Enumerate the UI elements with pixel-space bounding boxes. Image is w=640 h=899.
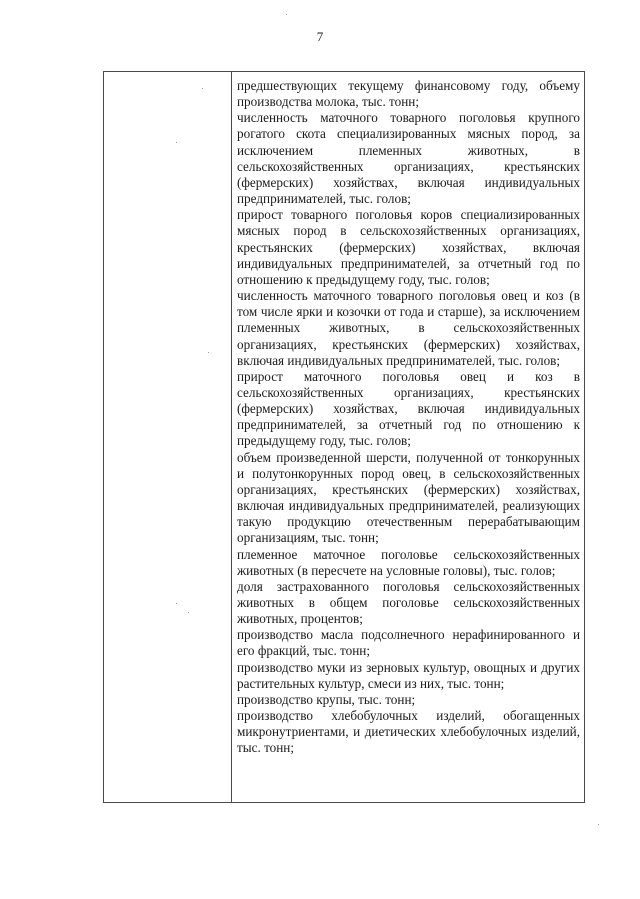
list-item: прирост маточного поголовья овец и коз в сельскохозяйственных организациях, крестьянских (фермерских) хозяйствах, включая индивидуальных предпринимателей, за отчетный год по отношению к предыдущему году, тыс. голов; — [237, 368, 580, 449]
list-item: предшествующих текущему финансовому году, объему производства молока, тыс. тонн; — [237, 78, 580, 110]
right-cell — [237, 78, 580, 757]
column-divider — [231, 72, 232, 802]
list-item: производство муки из зерновых культур, овощных и других растительных культур, смеси из них, тыс. тонн; — [237, 659, 580, 691]
scan-speck — [598, 824, 599, 825]
list-item: численность маточного товарного поголовья овец и коз (в том числе ярки и козочки от года и старше), за исключением племенных животных, в сельскохозяйственных организациях, крестьянских (фермерских) хозяйствах, включая индивидуальных предпринимателей, тыс. голов; — [237, 288, 580, 368]
list-item: численность маточного товарного поголовья крупного рогатого скота специализированных мясных пород, за исключением племенных животных, в сельскохозяйственных организациях, крестьянских (фермерских) хозяйствах, включая индивидуальных предпринимателей, тыс. голов; — [237, 110, 580, 207]
document-table — [103, 71, 585, 803]
left-cell — [104, 72, 231, 802]
scan-speck — [208, 352, 209, 353]
list-item: племенное маточное поголовье сельскохозяйственных животных (в пересчете на условные головы), тыс. голов; — [237, 546, 580, 578]
list-item: производство крупы, тыс. тонн; — [237, 691, 416, 707]
scan-speck — [188, 612, 189, 613]
scan-speck — [176, 142, 177, 143]
list-item: прирост товарного поголовья коров специализированных мясных пород в сельскохозяйственных организациях, крестьянских (фермерских) хозяйствах, включая индивидуальных предпринимателей, за отчетный год по отношению к предыдущему году, тыс. голов; — [237, 207, 580, 287]
list-item: доля застрахованного поголовья сельскохозяйственных животных в общем поголовье сельскохозяйственных животных, процентов; — [237, 578, 580, 627]
scan-speck — [202, 88, 203, 89]
scan-speck — [286, 14, 287, 15]
scan-speck — [176, 603, 177, 604]
list-item: объем произведенной шерсти, полученной от тонкорунных и полутонкорунных пород овец, в сельскохозяйственных организациях, крестьянских (фермерских) хозяйствах, включая индивидуальных предпринимателей, реализующих такую продукцию отечественным перерабатывающим организациям, тыс. тонн; — [237, 449, 580, 546]
list-item: производство масла подсолнечного нерафинированного и его фракций, тыс. тонн; — [237, 627, 580, 659]
page-number: 7 — [316, 29, 324, 44]
list-item: производство хлебобулочных изделий, обогащенных микронутриентами, и диетических хлебобулочных изделий, тыс. тонн; — [237, 708, 580, 756]
